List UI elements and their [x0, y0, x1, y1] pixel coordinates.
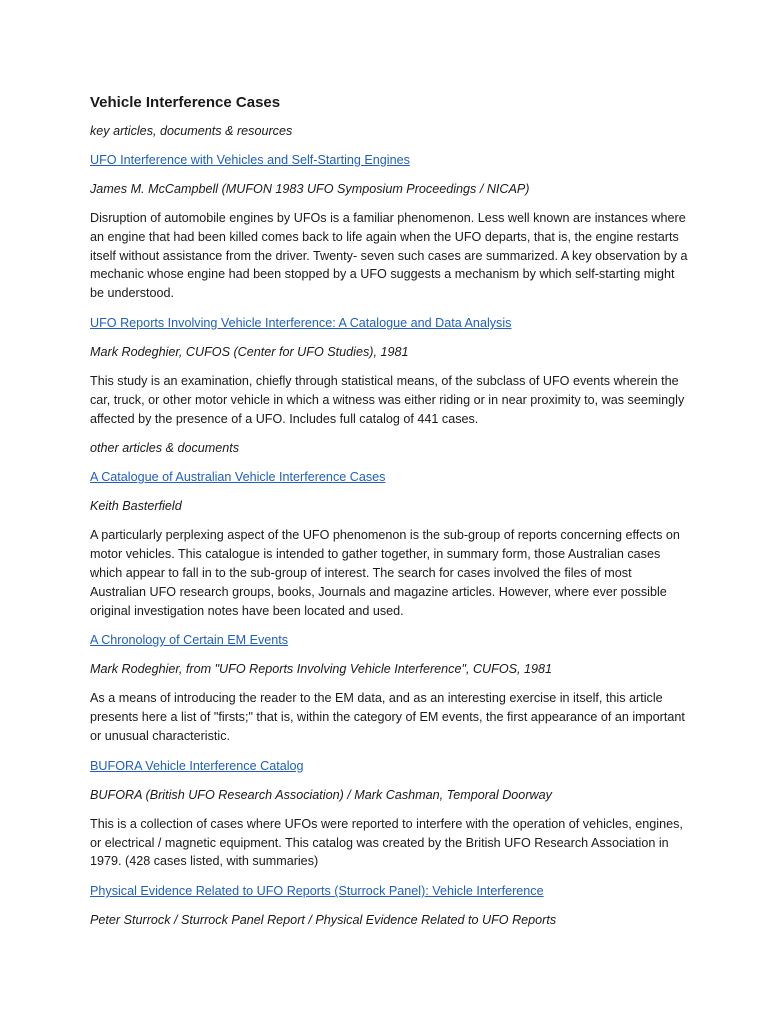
article-author: Keith Basterfield [90, 499, 182, 514]
section-heading-other: other articles & documents [90, 441, 240, 456]
article-author: BUFORA (British UFO Research Association) / Mark Cashman, Temporal Doorway [90, 787, 552, 802]
article-author: Peter Sturrock / Sturrock Panel Report / Physical Evidence Related to UFO Reports [90, 913, 557, 928]
page-title: Vehicle Interference Cases [90, 94, 281, 111]
article-link-em-chronology[interactable]: A Chronology of Certain EM Events [90, 633, 289, 648]
article-author: Mark Rodeghier, CUFOS (Center for UFO Studies), 1981 [90, 344, 409, 359]
article-author: James M. McCampbell (MUFON 1983 UFO Symposium Proceedings / NICAP) [90, 182, 530, 196]
article-description: This is a collection of cases where UFOs were reported to interfere with the operation of vehicles, engines, or electrical / magnetic equipment. This catalog was created by the British UFO Research Association in 1979. (428 cases listed, with summaries) [90, 816, 683, 869]
article-link-australian-catalogue[interactable]: A Catalogue of Australian Vehicle Interference Cases [90, 470, 386, 485]
section-heading-key: key articles, documents & resources [90, 124, 293, 138]
article-link-rodeghier-catalogue[interactable]: UFO Reports Involving Vehicle Interference: A Catalogue and Data Analysis [90, 315, 512, 330]
article-description: A particularly perplexing aspect of the UFO phenomenon is the sub-group of reports concerning effects on motor vehicles. This catalogue is intended to gather together, in summary form, those Australian cases which appear to fall in to the sub-group of interest. The search for cases involved the files of most Australian UFO research groups, books, Journals and magazine articles. However, where ever possible original investigation notes have been located and used. [90, 528, 680, 618]
article-link-bufora-catalog[interactable]: BUFORA Vehicle Interference Catalog [90, 758, 304, 773]
document-page [90, 92, 690, 940]
article-link-sturrock-panel[interactable]: Physical Evidence Related to UFO Reports (Sturrock Panel): Vehicle Interference [90, 884, 544, 899]
article-link-mccampbell[interactable]: UFO Interference with Vehicles and Self-Starting Engines [90, 153, 410, 167]
article-author: Mark Rodeghier, from "UFO Reports Involving Vehicle Interference", CUFOS, 1981 [90, 662, 553, 677]
article-description: This study is an examination, chiefly through statistical means, of the subclass of UFO events wherein the car, truck, or other motor vehicle in which a witness was either riding or in near proximity to, was seemingly affected by the presence of a UFO. Includes full catalog of 441 cases. [90, 373, 685, 426]
article-description: As a means of introducing the reader to the EM data, and as an interesting exercise in itself, this article presents here a list of "firsts;" that is, within the category of EM events, the first appearance of an important or unusual characteristic. [90, 691, 685, 743]
article-description: Disruption of automobile engines by UFOs is a familiar phenomenon. Less well known are instances where an engine that had been killed comes back to life again when the UFO departs, that is, the engine restarts itself without assistance from the driver. Twenty- seven such cases are summarized. A key observation by a mechanic whose engine had been stopped by a UFO suggests a mechanism by which self-starting might be understood. [90, 211, 688, 301]
